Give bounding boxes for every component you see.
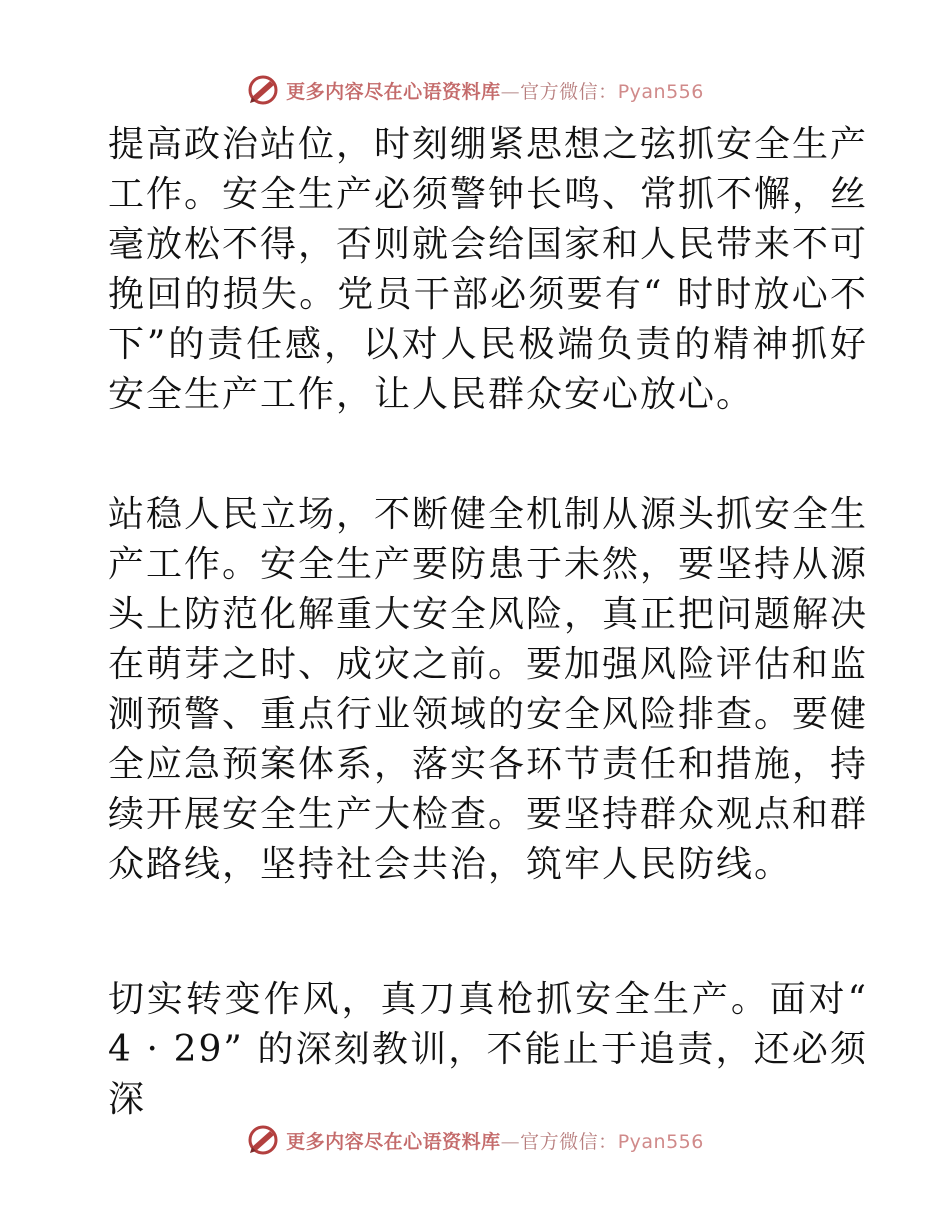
paragraph-3: 切实转变作风，真刀真枪抓安全生产。面对“ 4 · 29” 的深刻教训，不能止于追责，还必须深 (108, 979, 868, 1120)
footer-wechat-id: Pyan556 (617, 1130, 704, 1153)
footer-banner (0, 1120, 950, 1160)
pen-logo-icon (246, 1123, 280, 1157)
pen-logo-icon (246, 73, 280, 107)
header-banner (0, 70, 950, 110)
footer-site-text: 更多内容尽在心语资料库 (286, 1130, 501, 1153)
header-separator: — (500, 80, 521, 103)
footer-separator: — (500, 1130, 521, 1153)
paragraph-2: 站稳人民立场，不断健全机制从源头抓安全生产工作。安全生产要防患于未然，要坚持从源头上防范化解重大安全风险，真正把问题解决在萌芽之时、成灾之前。要加强风险评估和监测预警、重点行业领域的安全风险排查。要健全应急预案体系，落实各环节责任和措施，持续开展安全生产大检查。要坚持群众观点和群众路线，坚持社会共治，筑牢人民防线。 (108, 494, 869, 885)
header-site-text: 更多内容尽在心语资料库 (286, 80, 501, 103)
header-wechat-label: 官方微信： (520, 80, 618, 103)
footer-wechat-label: 官方微信： (520, 1130, 618, 1153)
header-wechat-id: Pyan556 (617, 80, 704, 103)
paragraph-1: 提高政治站位，时刻绷紧思想之弦抓安全生产工作。安全生产必须警钟长鸣、常抓不懈，丝毫放松不得，否则就会给国家和人民带来不可挽回的损失。党员干部必须要有“ 时时放心不下”的责任感，以对人民极端负责的精神抓好安全生产工作，让人民群众安心放心。 (108, 124, 869, 415)
